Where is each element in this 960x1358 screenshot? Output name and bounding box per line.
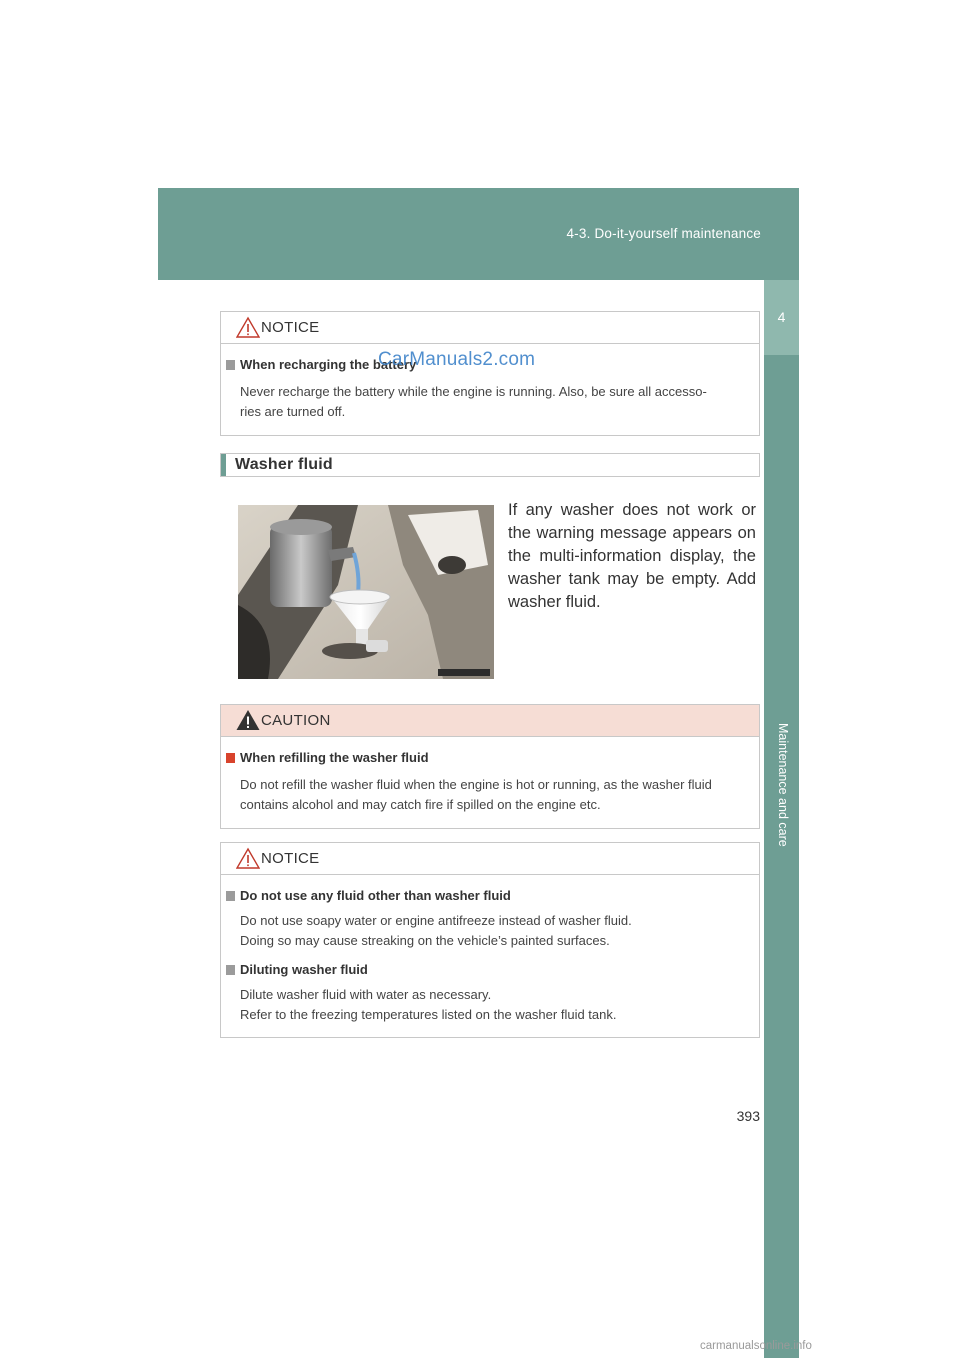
bullet-square-icon <box>226 360 235 370</box>
footer-watermark: carmanualsonline.info <box>700 1340 812 1352</box>
watermark-carmanuals2: CarManuals2.com <box>378 349 536 370</box>
notice-item-line: Doing so may cause streaking on the vehicle’s painted surfaces. <box>240 933 610 948</box>
bullet-square-icon <box>226 891 235 901</box>
side-tab <box>764 280 799 1358</box>
caution-item <box>221 749 759 815</box>
notice-item-title: Do not use any fluid other than washer fluid <box>240 888 511 903</box>
notice-item-line: Do not use soapy water or engine antifreeze instead of washer fluid. <box>240 913 632 928</box>
warning-triangle-icon <box>236 847 260 869</box>
section-title: Washer fluid <box>235 456 333 473</box>
caution-header <box>221 705 759 737</box>
section-heading <box>220 453 760 477</box>
notice-item-line: Dilute washer fluid with water as necessary. <box>240 987 492 1002</box>
notice-item <box>221 961 759 1025</box>
header-band <box>158 188 799 280</box>
notice-box-washer <box>220 842 760 1038</box>
side-tab-number: 4 <box>777 309 786 325</box>
notice-box-battery <box>220 311 760 436</box>
section-heading-bar <box>221 454 226 476</box>
notice-label: NOTICE <box>261 319 320 336</box>
caution-item-line: Do not refill the washer fluid when the engine is hot or running, as the washer fluid <box>240 777 712 792</box>
notice-item-title: When recharging the battery <box>240 357 417 372</box>
notice-header <box>221 843 759 875</box>
caution-label: CAUTION <box>261 712 331 729</box>
caution-item-title: When refilling the washer fluid <box>240 750 429 765</box>
page-number: 393 <box>736 1108 760 1124</box>
notice-item-line: Refer to the freezing temperatures listed on the washer fluid tank. <box>240 1007 617 1022</box>
caution-triangle-icon <box>236 709 260 731</box>
notice-label: NOTICE <box>261 850 320 867</box>
section-body-text: If any washer does not work or the warning message appears on the multi-information display, the washer tank may be empty. Add washer fluid. <box>508 501 756 611</box>
bullet-square-icon <box>226 965 235 975</box>
side-tab-label: Maintenance and care <box>776 723 790 847</box>
notice-item-line: ries are turned off. <box>240 404 346 419</box>
notice-item <box>221 887 759 951</box>
notice-item-title: Diluting washer fluid <box>240 962 368 977</box>
caution-item-line: contains alcohol and may catch fire if spilled on the engine etc. <box>240 797 601 812</box>
caution-box <box>220 704 760 829</box>
notice-item-line: Never recharge the battery while the engine is running. Also, be sure all accesso- <box>240 384 707 399</box>
washer-fluid-photo <box>238 505 494 679</box>
notice-header <box>221 312 759 344</box>
section-header-title: 4-3. Do-it-yourself maintenance <box>566 226 761 241</box>
warning-triangle-icon <box>236 316 260 338</box>
bullet-square-icon <box>226 753 235 763</box>
